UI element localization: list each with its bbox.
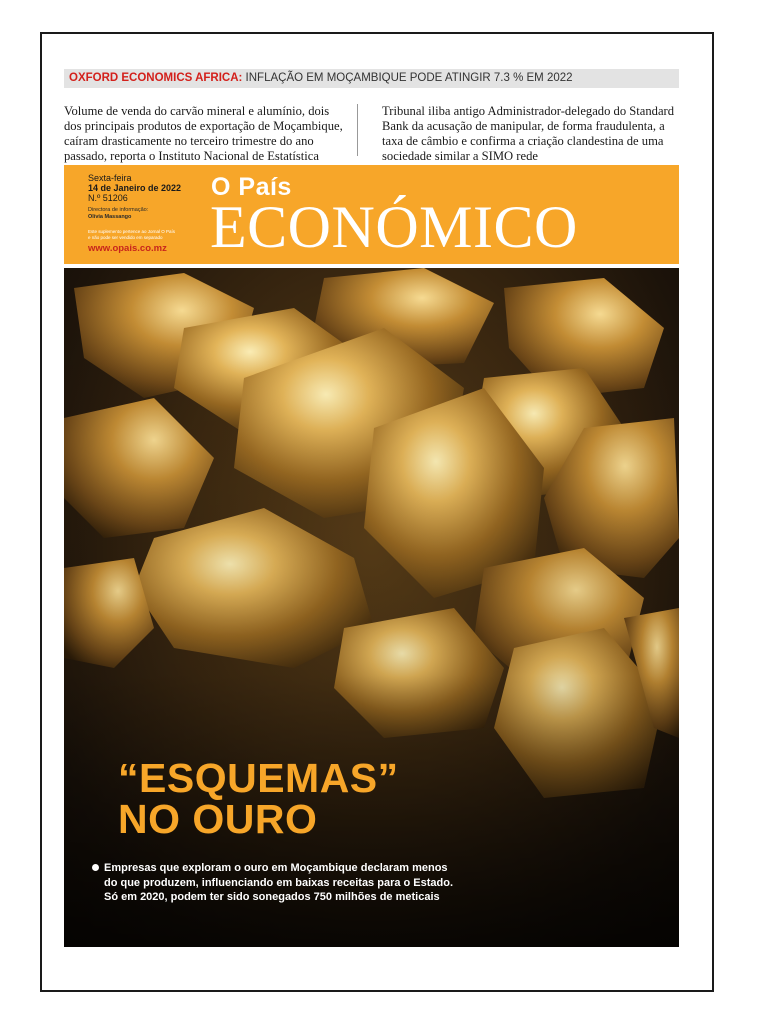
website-link[interactable]: www.opais.co.mz [88,243,167,254]
teaser-left: Volume de venda do carvão mineral e alumínio, dois dos principais produtos de exportação de Moçambique, caíram drasticamente no terceiro trimestre do ano passado, reporta o Instituto Nacional de Estatística [64,104,343,163]
ticker-bar [64,69,679,88]
cover-summary-text: Empresas que exploram o ouro em Moçambique declaram menos do que produzem, influenciando em baixas receitas para o Estado. Só em 2020, podem ter sido sonegados 750 milhões de meticais [104,862,454,904]
masthead-title: ECONÓMICO [210,194,578,260]
issue-date: 14 de Janeiro de 2022 [88,183,182,193]
headline-line-1: “ESQUEMAS” [118,755,399,801]
ticker-text: INFLAÇÃO EM MOÇAMBIQUE PODE ATINGIR 7.3 % EM 2022 [242,72,573,84]
cover-headline [118,755,399,842]
supplement-note: Este suplemento pertence ao Jornal O País e não pode ser vendido em separado [88,229,176,240]
gold-nuggets-photo [64,268,679,947]
weekday: Sexta-feira [88,173,132,183]
issue-info [88,173,181,203]
ticker-source: OXFORD ECONOMICS AFRICA: [69,72,243,84]
headline-line-2: NO OURO [118,796,318,842]
issue-number: N.º 51206 [88,193,128,203]
masthead [64,165,679,264]
cover-summary [104,861,454,905]
brand-logo: O País [211,173,292,201]
bullet-icon [92,864,99,871]
gold-nuggets-illustration [64,268,679,947]
director-info [88,207,148,220]
column-divider [357,104,358,156]
teaser-right: Tribunal iliba antigo Administrador-delegado do Standard Bank da acusação de manipular, de forma fraudulenta, a taxa de câmbio e confirma a criação clandestina de uma sociedade similar a SIMO rede [382,104,675,163]
director-name: Olívia Massango [88,213,132,220]
director-label: Directora de informação: [88,207,149,213]
